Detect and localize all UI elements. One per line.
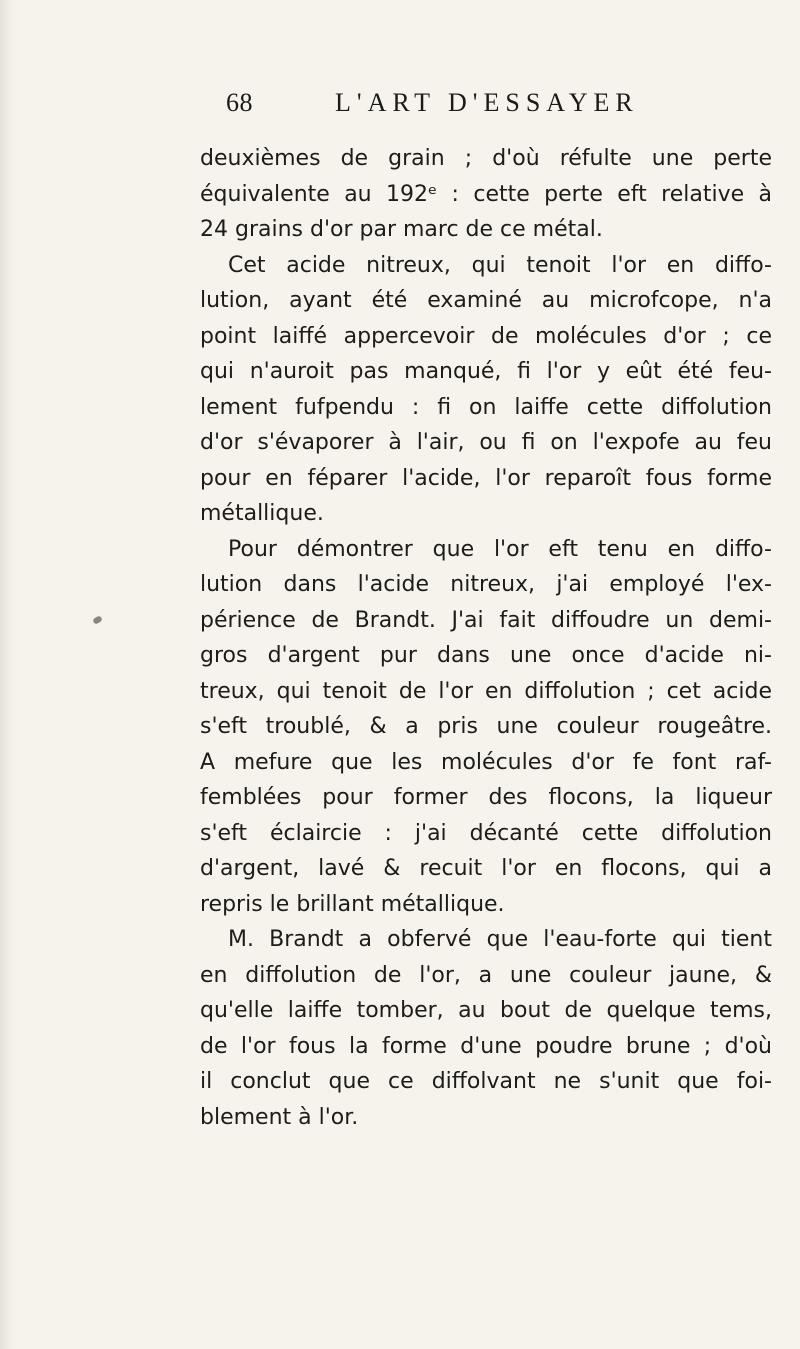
paragraph-start-line: Pour démontrer que l'or eft tenu en diffo-	[228, 536, 772, 562]
text-line: point laiffé appercevoir de molécules d'or ; ce	[200, 323, 772, 349]
book-page	[200, 88, 772, 1130]
running-head: L'ART D'ESSAYER	[335, 88, 639, 117]
paragraph-start-line: Cet acide nitreux, qui tenoit l'or en diffo-	[228, 252, 772, 278]
paper-speck	[92, 615, 103, 625]
text-line: métallique.	[200, 501, 324, 526]
text-line: périence de Brandt. J'ai fait diffoudre un demi-	[200, 607, 772, 633]
text-line: pour en féparer l'acide, l'or reparoît fous forme	[200, 465, 772, 491]
text-line: il conclut que ce diffolvant ne s'unit que foi-	[200, 1069, 772, 1094]
text-line: d'or s'évaporer à l'air, ou fi on l'expofe au feu	[200, 430, 772, 455]
text-line: qui n'auroit pas manqué, fi l'or y eût été feu-	[200, 359, 772, 384]
text-line: repris le brillant métallique.	[200, 891, 505, 917]
text-line: de l'or fous la forme d'une poudre brune ; d'où	[200, 1033, 772, 1059]
text-line: 24 grains d'or par marc de ce métal.	[200, 217, 603, 242]
page-number: 68	[226, 88, 253, 117]
text-line: équivalente au 192ᵉ : cette perte eft relative à	[200, 181, 772, 207]
text-line: lution dans l'acide nitreux, j'ai employé l'ex-	[200, 572, 772, 597]
text-line: blement à l'or.	[200, 1104, 359, 1130]
text-line: lution, ayant été examiné au microfcope, n'a	[200, 288, 772, 313]
text-line: femblées pour former des flocons, la liqueur	[200, 785, 772, 810]
page-edge-shadow	[0, 0, 14, 1349]
text-line: gros d'argent pur dans une once d'acide ni-	[200, 643, 772, 668]
text-line: en diffolution de l'or, a une couleur jaune, &	[200, 962, 772, 988]
body-text	[200, 141, 772, 1135]
text-line: A mefure que les molécules d'or fe font raf-	[200, 749, 772, 775]
text-line: lement fufpendu : fi on laiffe cette diffolution	[200, 394, 772, 420]
text-line: d'argent, lavé & recuit l'or en flocons, qui a	[200, 856, 772, 881]
text-line: treux, qui tenoit de l'or en diffolution ; cet acide	[200, 678, 772, 704]
page-header	[200, 88, 772, 128]
paragraph-start-line: M. Brandt a obfervé que l'eau-forte qui tient	[228, 927, 772, 952]
text-line: qu'elle laiffe tomber, au bout de quelque tems,	[200, 998, 772, 1023]
text-line: s'eft troublé, & a pris une couleur rougeâtre.	[200, 714, 772, 739]
text-line: deuxièmes de grain ; d'où réfulte une perte	[200, 146, 772, 171]
text-line: s'eft éclaircie : j'ai décanté cette diffolution	[200, 820, 772, 846]
